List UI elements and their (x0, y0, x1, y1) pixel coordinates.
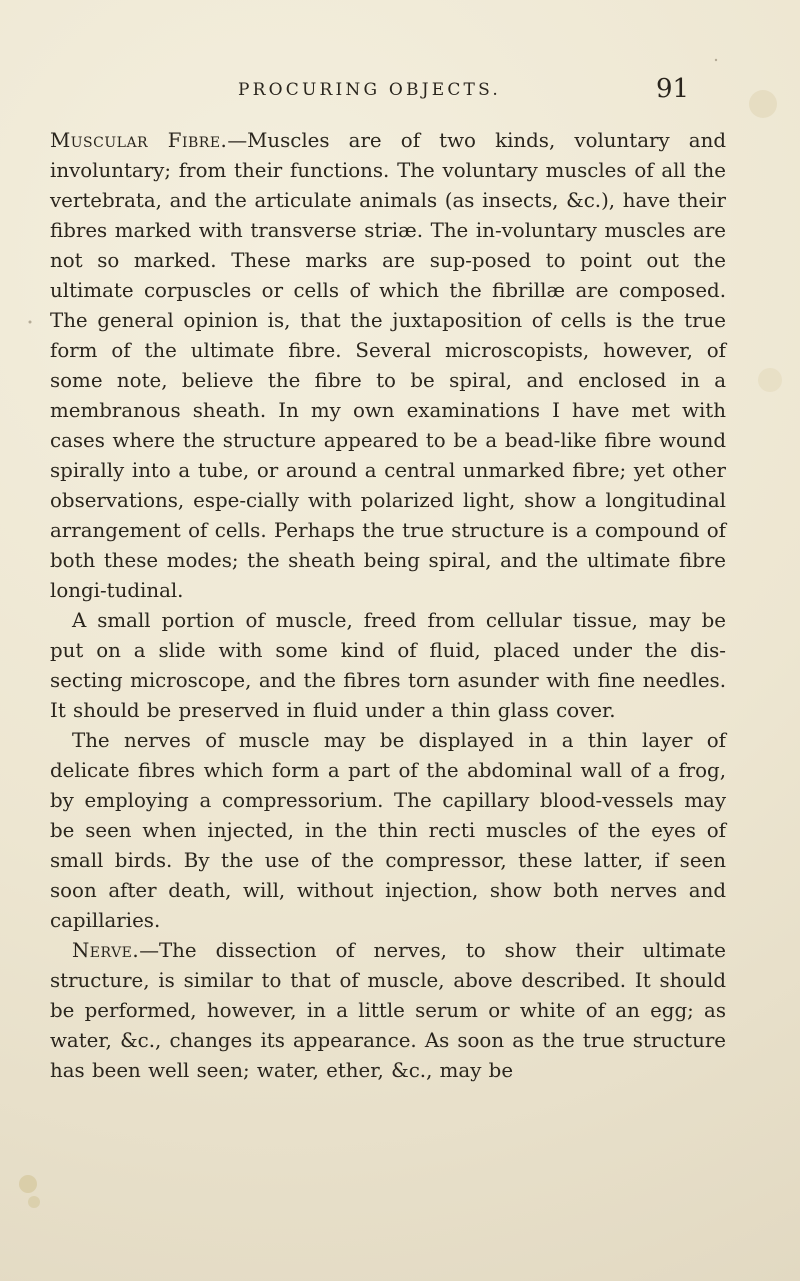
paragraph-nerve (50, 936, 726, 1086)
paragraph-text: —The dissection of nerves, to show their ultimate structure, is similar to that of muscle, above described. It should be performed, however, in a little serum or white of an egg; as water, &c., changes its appearance. As soon as the true structure has been well seen; water, ether, &c., may be (50, 939, 726, 1082)
paragraph-text: The nerves of muscle may be displayed in a thin layer of delicate fibres which form a part of the abdominal wall of a frog, by employing a compressorium. The capillary blood-vessels may be seen when injected, in the thin recti muscles of the eyes of small birds. By the use of the compressor, these latter, if seen soon after death, will, without injection, show both nerves and capillaries. (50, 729, 726, 932)
section-heading-muscular-fibre: Muscular Fibre. (50, 129, 228, 152)
body-text (50, 126, 726, 1086)
running-title: PROCURING OBJECTS. (238, 80, 501, 100)
paragraph-muscle-slide (50, 606, 726, 726)
running-head (0, 76, 800, 110)
section-heading-nerve: Nerve. (72, 939, 140, 962)
paragraph-muscle-nerves (50, 726, 726, 936)
paragraph-text: —Muscles are of two kinds, voluntary and involuntary; from their functions. The voluntary muscles of all the vertebrata, and the articulate animals (as insects, &c.), have their fibres marked with transverse striæ. The in-voluntary muscles are not so marked. These marks are sup-posed to point out the ultimate corpuscles or cells of which the fibrillæ are composed. The general opinion is, that the juxtaposition of cells is the true form of the ultimate fibre. Several microscopists, however, of some note, believe the fibre to be spiral, and enclosed in a membranous sheath. In my own examinations I have met with cases where the structure appeared to be a bead-like fibre wound spirally into a tube, or around a central unmarked fibre; yet other observations, espe-cially with polarized light, show a longitudinal arrangement of cells. Perhaps the true structure is a compound of both these modes; the sheath being spiral, and the ultimate fibre longi-tudinal. (50, 129, 726, 602)
paragraph-text: A small portion of muscle, freed from cellular tissue, may be put on a slide with some kind of fluid, placed under the dis-secting microscope, and the fibres torn asunder with fine needles. It should be preserved in fluid under a thin glass cover. (50, 609, 726, 722)
page-number: 91 (656, 74, 690, 104)
paragraph-muscular-fibre (50, 126, 726, 606)
